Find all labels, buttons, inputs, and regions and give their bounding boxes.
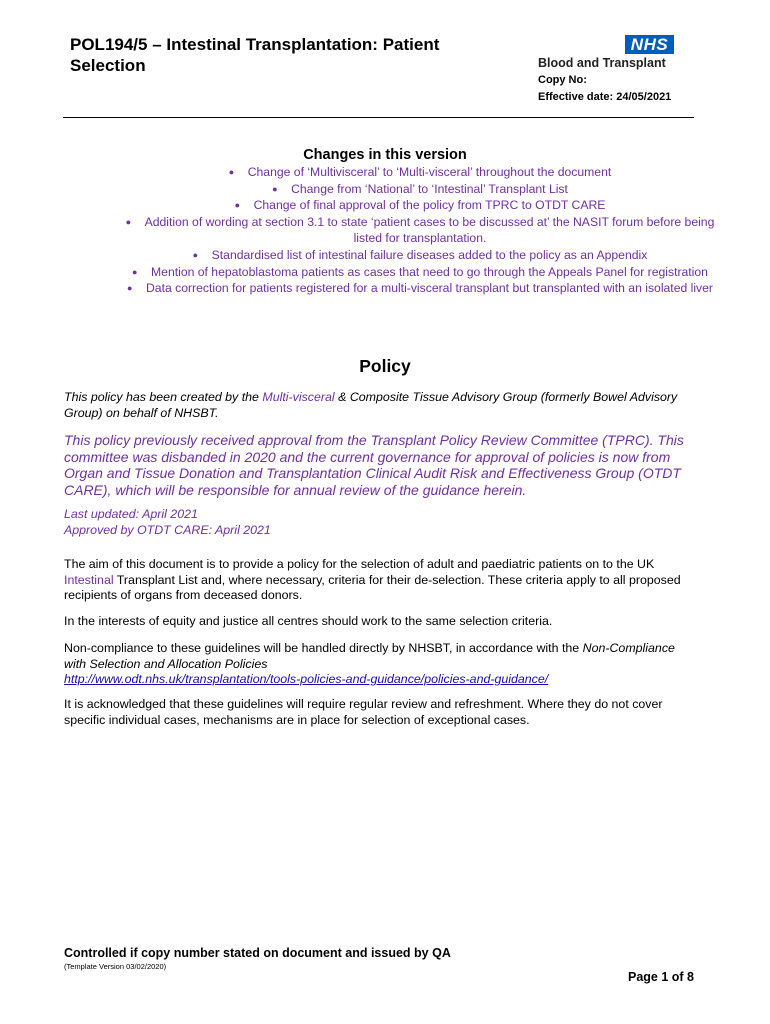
bullet-icon: ● [234,200,241,211]
approved-by: Approved by OTDT CARE: April 2021 [64,523,271,537]
bullet-icon: ● [125,216,132,227]
change-item: ● Change of final approval of the policy from TPRC to OTDT CARE [234,198,606,213]
nhs-logo: NHS [625,35,674,54]
header-divider [63,117,694,118]
change-item: ● Data correction for patients registered for a multi-visceral transplant but transplanted with an isolated liver [127,281,713,296]
bullet-icon: ● [127,283,133,294]
changes-heading: Changes in this version [303,147,467,163]
bullet-icon: ● [192,249,199,260]
aim-paragraph: The aim of this document is to provide a policy for the selection of adult and paediatric patients on to the UK Intestinal Transplant List and, where necessary, criteria for their de-selection. These criteria apply to all proposed recipients of organs from deceased donors. [64,557,681,602]
change-item: ● Change from ‘National’ to ‘Intestinal’ Transplant List [272,181,568,196]
bullet-icon: ● [132,266,138,277]
org-name: Blood and Transplant [538,56,666,70]
changes-list [125,164,715,297]
copy-number: Copy No: [538,74,587,86]
document-title: POL194/5 – Intestinal Transplantation: Patient Selection [70,35,440,75]
change-item: ● Change of ‘Multivisceral’ to ‘Multi-visceral’ throughout the document [228,165,612,179]
change-item: ● Addition of wording at section 3.1 to state ‘patient cases to be discussed at’ the NASIT forum before being listed for transplantation. [125,214,715,246]
bullet-icon: ● [228,167,235,177]
noncompliance-paragraph: Non-compliance to these guidelines will be handled directly by NHSBT, in accordance with the Non-Compliance with Selection and Allocation Policies http://www.odt.nhs.uk/transplantation/tools-policies-and-guidance/policies-and-guidance/ [64,641,675,686]
change-item: ● Standardised list of intestinal failure diseases added to the policy as an Appendix [192,247,648,262]
policy-heading: Policy [359,356,411,376]
effective-date: Effective date: 24/05/2021 [538,91,672,103]
template-version: (Template Version 03/02/2020) [64,962,167,971]
last-updated: Last updated: April 2021 [64,507,198,521]
page-number: Page 1 of 8 [628,970,694,984]
controlled-copy-note: Controlled if copy number stated on document and issued by QA [64,946,451,960]
acknowledged-paragraph: It is acknowledged that these guidelines will require regular review and refreshment. Where they do not cover specific individual cases, mechanisms are in place for selection of exceptional cases. [64,697,663,727]
policies-link[interactable]: http://www.odt.nhs.uk/transplantation/tools-policies-and-guidance/policies-and-guidance/ [64,672,549,686]
change-item: ● Mention of hepatoblastoma patients as cases that need to go through the Appeals Panel for registration [132,264,708,279]
bullet-icon: ● [272,183,278,194]
policy-intro: This policy has been created by the Multi-visceral & Composite Tissue Advisory Group (formerly Bowel Advisory Group) on behalf of NHSBT. [64,390,678,420]
approval-note: This policy previously received approval from the Transplant Policy Review Committee (TPRC). This committee was disbanded in 2020 and the current governance for approval of policies is now from Organ and Tissue Donation and Transplantation Clinical Audit Risk and Effectiveness Group (OTDT CARE), which will be responsible for annual review of the guidance herein. [64,432,684,498]
equity-paragraph: In the interests of equity and justice all centres should work to the same selection criteria. [64,614,553,628]
